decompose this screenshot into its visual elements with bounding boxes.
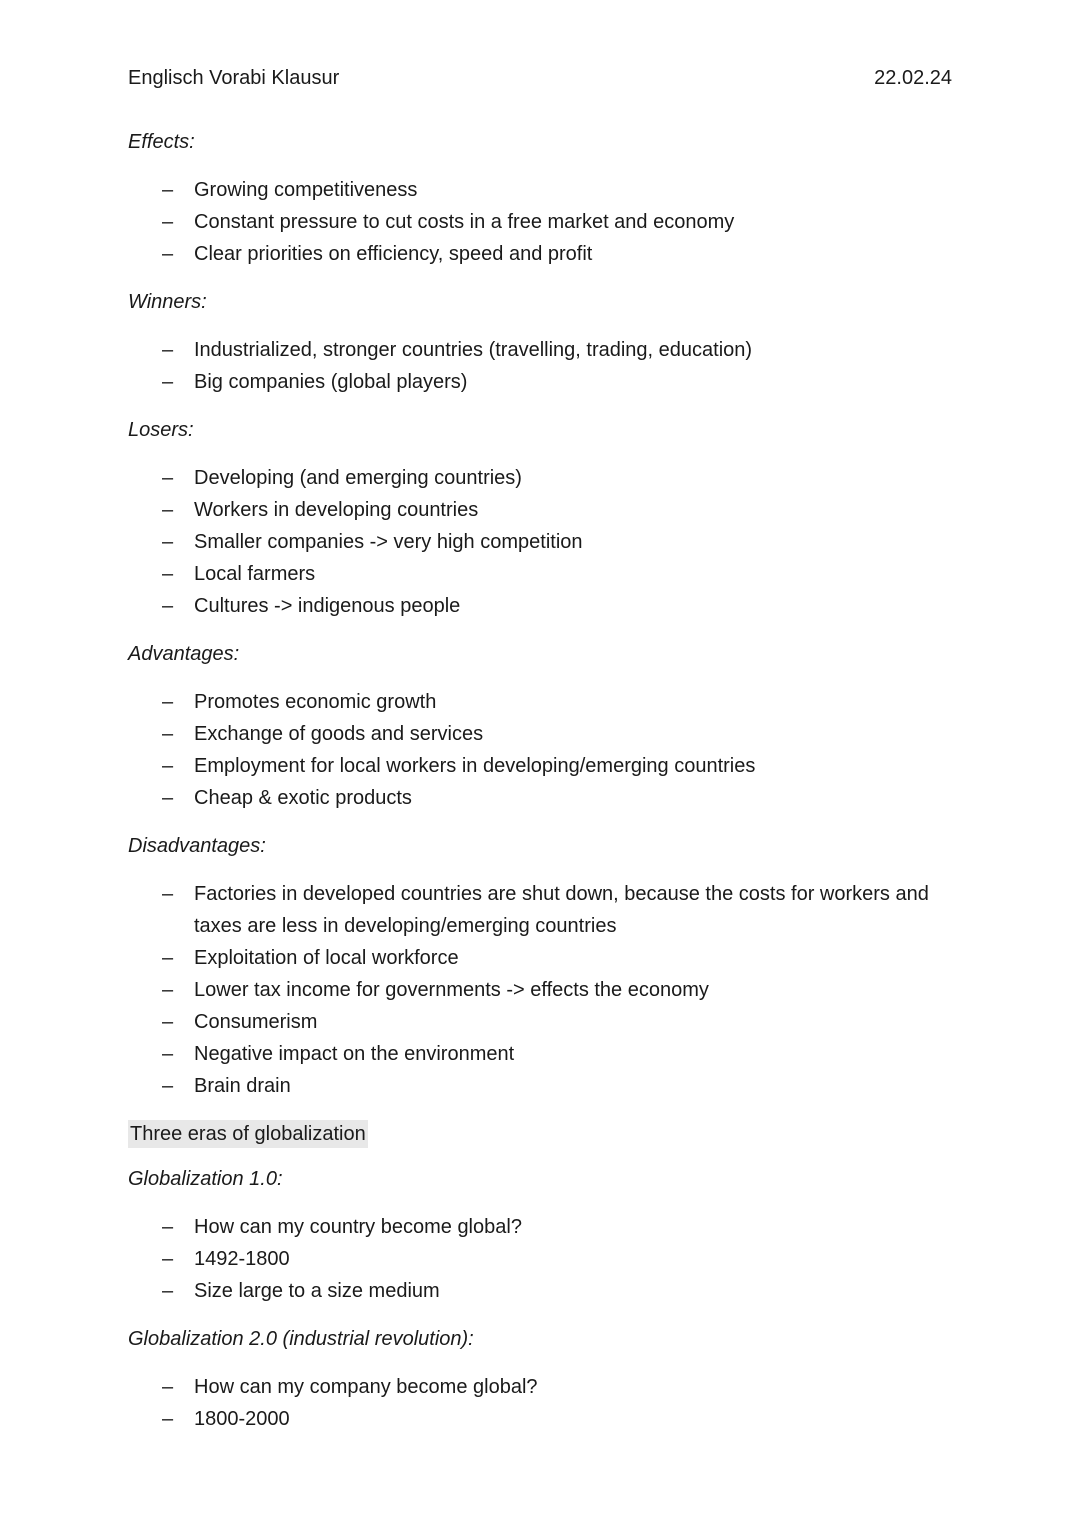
list-item: – Promotes economic growth: [128, 686, 958, 718]
section-heading-advantages: Advantages:: [128, 643, 240, 665]
dash-bullet: –: [162, 499, 174, 521]
list-item: – Local farmers: [128, 558, 958, 590]
dash-bullet: –: [162, 755, 174, 777]
section-heading-disadvantages: Disadvantages:: [128, 835, 266, 857]
list-item: – Constant pressure to cut costs in a free market and economy: [128, 206, 958, 238]
dash-bullet: –: [162, 1280, 174, 1302]
globalization-2-list: [128, 1371, 958, 1435]
section-heading-eras: Three eras of globalization: [128, 1120, 368, 1148]
winners-list: [128, 334, 958, 398]
dash-bullet: –: [162, 1248, 174, 1270]
list-item: – 1800-2000: [128, 1403, 958, 1435]
list-item: – Size large to a size medium: [128, 1275, 958, 1307]
list-item: – Big companies (global players): [128, 366, 958, 398]
section-heading-globalization-2: Globalization 2.0 (industrial revolution):: [128, 1328, 474, 1350]
list-item: – Negative impact on the environment: [128, 1038, 958, 1070]
section-heading-losers: Losers:: [128, 419, 194, 441]
dash-bullet: –: [162, 883, 174, 905]
dash-bullet: –: [162, 691, 174, 713]
dash-bullet: –: [162, 1011, 174, 1033]
dash-bullet: –: [162, 211, 174, 233]
list-item: – Clear priorities on efficiency, speed and profit: [128, 238, 958, 270]
document-body: [128, 128, 958, 1453]
dash-bullet: –: [162, 563, 174, 585]
dash-bullet: –: [162, 531, 174, 553]
document-title: Englisch Vorabi Klausur: [128, 67, 340, 89]
list-item: – Factories in developed countries are shut down, because the costs for workers and taxes are less in developing/emerging countries: [128, 878, 958, 942]
dash-bullet: –: [162, 979, 174, 1001]
dash-bullet: –: [162, 339, 174, 361]
globalization-1-list: [128, 1211, 958, 1307]
document-date: 22.02.24: [874, 67, 952, 89]
disadvantages-list: [128, 878, 958, 1102]
dash-bullet: –: [162, 947, 174, 969]
list-item: – Industrialized, stronger countries (travelling, trading, education): [128, 334, 958, 366]
dash-bullet: –: [162, 179, 174, 201]
dash-bullet: –: [162, 243, 174, 265]
effects-list: [128, 174, 958, 270]
list-item: – Exploitation of local workforce: [128, 942, 958, 974]
page-header: [128, 64, 952, 92]
dash-bullet: –: [162, 595, 174, 617]
list-item: – Cheap & exotic products: [128, 782, 958, 814]
list-item: – Employment for local workers in developing/emerging countries: [128, 750, 958, 782]
list-item: – Lower tax income for governments -> effects the economy: [128, 974, 958, 1006]
dash-bullet: –: [162, 467, 174, 489]
list-item: – Workers in developing countries: [128, 494, 958, 526]
section-heading-effects: Effects:: [128, 131, 195, 153]
list-item: – How can my company become global?: [128, 1371, 958, 1403]
dash-bullet: –: [162, 787, 174, 809]
section-heading-globalization-1: Globalization 1.0:: [128, 1168, 283, 1190]
losers-list: [128, 462, 958, 622]
dash-bullet: –: [162, 371, 174, 393]
list-item: – Exchange of goods and services: [128, 718, 958, 750]
list-item: – 1492-1800: [128, 1243, 958, 1275]
list-item: – Growing competitiveness: [128, 174, 958, 206]
dash-bullet: –: [162, 723, 174, 745]
list-item: – Cultures -> indigenous people: [128, 590, 958, 622]
dash-bullet: –: [162, 1408, 174, 1430]
list-item: – How can my country become global?: [128, 1211, 958, 1243]
dash-bullet: –: [162, 1075, 174, 1097]
dash-bullet: –: [162, 1043, 174, 1065]
list-item: – Developing (and emerging countries): [128, 462, 958, 494]
section-heading-winners: Winners:: [128, 291, 207, 313]
list-item: – Consumerism: [128, 1006, 958, 1038]
list-item: – Smaller companies -> very high competition: [128, 526, 958, 558]
dash-bullet: –: [162, 1376, 174, 1398]
list-item: – Brain drain: [128, 1070, 958, 1102]
advantages-list: [128, 686, 958, 814]
dash-bullet: –: [162, 1216, 174, 1238]
